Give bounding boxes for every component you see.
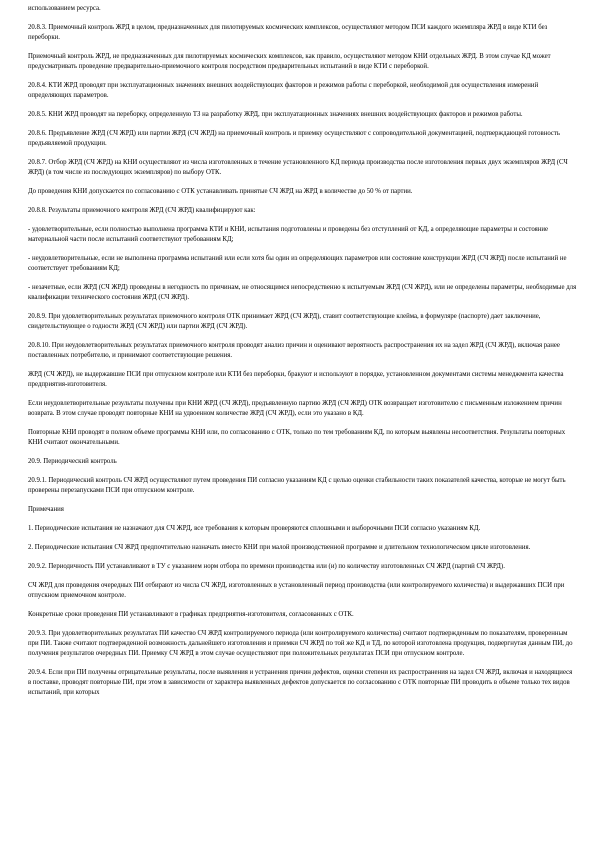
section-heading-20-9: 20.9. Периодический контроль: [28, 458, 117, 465]
paragraph-rejected-engines: ЖРД (СЧ ЖРД), не выдержавшие ПСИ при отпускном контроле или КТИ без переборки, бракуют и используют в порядке, установленном документами системы менеджмента качества предприятия-изготовителя.: [28, 371, 564, 388]
paragraph-20-9-2: 20.9.2. Периодичность ПИ устанавливают в ТУ с указанием норм отбора по времени производства или (и) по количеству изготовленных СЧ ЖРД (партий СЧ ЖРД).: [28, 563, 505, 570]
list-item-satisfactory: - удовлетворительные, если полностью выполнена программа КТИ и КНИ, испытания подготовлены и проведены без отступлений от КД, а определяющие параметры и состояние материальной части после испытаний соответствуют требованиям КД;: [28, 226, 549, 243]
paragraph-20-8-4: 20.8.4. КТИ ЖРД проводят при эксплуатационных значениях внешних воздействующих факторов и режимов работы с переборкой, необходимой для осуществления измерений определяющих параметров.: [28, 82, 539, 99]
paragraph-20-8-7: 20.8.7. Отбор ЖРД (СЧ ЖРД) на КНИ осуществляют из числа изготовленных в течение установленного КД периода производства после изготовления первых двух экземпляров ЖРД (СЧ ЖРД) (в том числе из последующих экземпляров) по выбору ОТК.: [28, 159, 568, 176]
list-item-unsatisfactory: - неудовлетворительные, если не выполнена программа испытаний или если хотя бы один из определяющих параметров или состояние конструкции ЖРД (СЧ ЖРД) после испытаний не соответствует требованиям КД;: [28, 255, 567, 272]
list-item-void: - незачетные, если ЖРД (СЧ ЖРД) проведены в негодность по причинам, не относящимся непосредственно к испытуемым ЖРД (СЧ ЖРД), или не определены параметры, необходимые для квалификации технического состояния ЖРД (СЧ ЖРД).: [28, 284, 577, 301]
paragraph-repeat-knii-scope: Повторные КНИ проводят в полном объеме программы КНИ или, по согласованию с ОТК, только по тем требованиям КД, по которым выявлены несоответствия. Результаты повторных КНИ считают окончательными.: [28, 429, 566, 446]
notes-heading: Примечания: [28, 506, 64, 513]
paragraph-20-8-3: 20.8.3. Приемочный контроль ЖРД в целом, предназначенных для пилотируемых космических комплексов, осуществляют методом ПСИ каждого экземпляра ЖРД в виде КТИ без переборки.: [28, 24, 548, 41]
paragraph-20-9-3: 20.9.3. При удовлетворительных результатах ПИ качество СЧ ЖРД контролируемого периода (или контролируемого количества) считают подтвержденным по показателям, проверенным при ПИ. Также считают подтвержденной возможность дальнейшего изготовления и приемки СЧ ЖРД по той же КД и ТД, по которой изготовлена продукция, подвергнутая данным ПИ, до получения результатов очередных ПИ. Приемку СЧ ЖРД в этом случае осуществляют при положительных результатах ПСИ при отпускном контроле.: [28, 630, 573, 657]
paragraph-20-8-10: 20.8.10. При неудовлетворительных результатах приемочного контроля проводят анализ причин и оценивают вероятность распространения их на задел ЖРД (СЧ ЖРД), включая ранее поставленных потребителю, и принимают соответствующие решения.: [28, 342, 560, 359]
paragraph-periodic-schedule: Конкретные сроки проведения ПИ устанавливают в графиках предприятия-изготовителя, согласованных с ОТК.: [28, 611, 354, 618]
paragraph-repeat-knii-return: Если неудовлетворительные результаты получены при КНИ ЖРД (СЧ ЖРД), предъявленную партию ЖРД (СЧ ЖРД) ОТК возвращает изготовителю с письменным изложением причин возврата. В этом случае проводят повторные КНИ на удвоенном количестве ЖРД (СЧ ЖРД), если это указано в КД.: [28, 400, 562, 417]
note-1: 1. Периодические испытания не назначают для СЧ ЖРД, все требования к которым проверяются сплошными и выборочными ПСИ согласно указаниям КД.: [28, 525, 481, 532]
paragraph-20-8-6: 20.8.6. Предъявление ЖРД (СЧ ЖРД) или партии ЖРД (СЧ ЖРД) на приемочный контроль и приемку осуществляют с сопроводительной документацией, подтверждающей готовность предъявляемой продукции.: [28, 130, 561, 147]
paragraph-20-8-5: 20.8.5. КНИ ЖРД проводят на переборку, определенную ТЗ на разработку ЖРД, при эксплуатационных значениях внешних воздействующих факторов и режимов работы.: [28, 111, 523, 118]
paragraph-20-8-9: 20.8.9. При удовлетворительных результатах приемочного контроля ОТК принимает ЖРД (СЧ ЖРД), ставит соответствующие клейма, в формуляре (паспорте) дает заключение, свидетельствующее о годности ЖРД (СЧ ЖРД) или партии ЖРД (СЧ ЖРД).: [28, 313, 541, 330]
paragraph-periodic-selection: СЧ ЖРД для проведения очередных ПИ отбирают из числа СЧ ЖРД, изготовленных в установленный период производства (или контролируемого количества) и выдержавших ПСИ при отпускном приемочном контроле.: [28, 582, 565, 599]
note-2: 2. Периодические испытания СЧ ЖРД предпочтительно назначать вместо КНИ при малой производственной программе и длительном технологическом цикле изготовления.: [28, 544, 531, 551]
paragraph-knii-installation-note: До проведения КНИ допускается по согласованию с ОТК устанавливать принятые СЧ ЖРД на ЖРД в количестве до 50 % от партии.: [28, 188, 413, 195]
paragraph-20-9-1: 20.9.1. Периодический контроль СЧ ЖРД осуществляют путем проведения ПИ согласно указаниям КД с целью оценки стабильности таких показателей качества, которые не могут быть проверены перезапусками ПСИ при отпускном контроле.: [28, 477, 566, 494]
paragraph-20-9-4: 20.9.4. Если при ПИ получены отрицательные результаты, после выявления и устранения причин дефектов, оценки степени их распространения на задел СЧ ЖРД, включая и находящиеся в поставке, проводят повторные ПИ, при этом в зависимости от характера выявленных дефектов допускается по согласованию с ОТК повторные ПИ проводить в объеме только тех видов испытаний, при которых: [28, 669, 573, 696]
paragraph-20-8-8: 20.8.8. Результаты приемочного контроля ЖРД (СЧ ЖРД) квалифицируют как:: [28, 207, 256, 214]
paragraph-resource-use: использованием ресурса.: [28, 5, 101, 12]
paragraph-acceptance-control-non-crewed: Приемочный контроль ЖРД, не предназначенных для пилотируемых космических комплексов, как правило, осуществляют методом КНИ отдельных ЖРД. В этом случае КД может предусматривать проведение предварительно-приемочного контроля посредством предварительных испытаний в виде КТИ с переборкой.: [28, 53, 551, 70]
